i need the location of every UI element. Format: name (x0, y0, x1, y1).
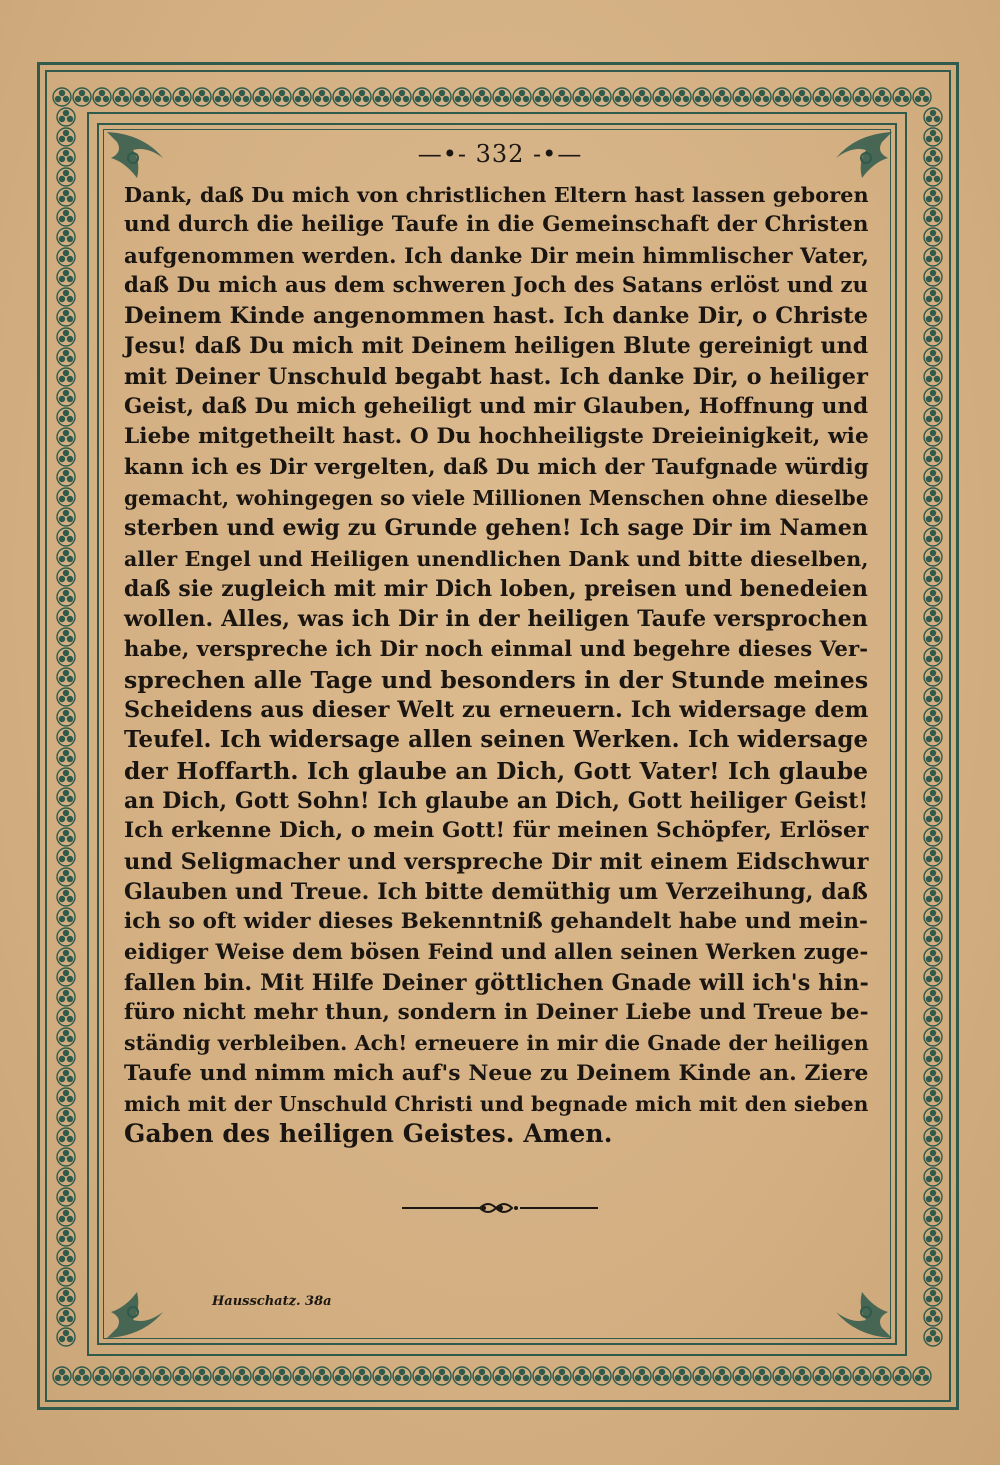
page-number (0, 140, 1000, 168)
printer-mark: Hausschatz. 38a (212, 1294, 332, 1309)
text-line: eidiger Weise dem bösen Feind und allen seinen Werken zuge- (124, 939, 869, 965)
text-line: Taufe und nimm mich auf's Neue zu Deinem Kinde an. Ziere (124, 1060, 869, 1086)
text-line: Teufel. Ich widersage allen seinen Werken. Ich widersage (124, 726, 869, 754)
text-line: Gaben des heiligen Geistes. Amen. (124, 1119, 613, 1149)
border-top-ornaments (53, 88, 931, 106)
text-line: gemacht, wohingegen so viele Millionen Menschen ohne dieselbe (124, 485, 869, 510)
border-bottom-ornaments (53, 1367, 931, 1385)
text-line: ich so oft wider dieses Bekenntniß gehandelt habe und mein- (124, 909, 869, 935)
text-line: wollen. Alles, was ich Dir in der heiligen Taufe versprochen (124, 606, 868, 633)
text-line: aller Engel und Heiligen unendlichen Dank und bitte dieselben, (124, 546, 869, 571)
fleuron-divider-icon (400, 1198, 600, 1218)
text-line: fallen bin. Mit Hilfe Deiner göttlichen Gnade will ich's hin- (124, 969, 869, 996)
page-number-decoration-right: -•— (533, 140, 583, 168)
corner-palmette-icon (103, 1272, 173, 1342)
page-number-decoration-left: —•- (417, 140, 467, 168)
text-line: habe, verspreche ich Dir noch einmal und begehre dieses Ver- (124, 636, 869, 662)
text-line: der Hoffarth. Ich glaube an Dich, Gott Vater! Ich glaube (124, 756, 869, 785)
text-line: Glauben und Treue. Ich bitte demüthig um Verzeihung, daß (124, 878, 868, 905)
text-line: Liebe mitgetheilt hast. O Du hochheiligste Dreieinigkeit, wie (124, 424, 869, 450)
text-line: kann ich es Dir vergelten, daß Du mich der Taufgnade würdig (124, 454, 869, 480)
corner-palmette-icon (826, 1272, 896, 1342)
text-line: ständig verbleiben. Ach! erneuere in mir die Gnade der heiligen (124, 1031, 869, 1056)
text-line: Dank, daß Du mich von christlichen Eltern hast lassen geboren (124, 183, 869, 207)
text-line: Deinem Kinde angenommen hast. Ich danke Dir, o Christe (124, 303, 869, 330)
text-line: Ich erkenne Dich, o mein Gott! für meinen Schöpfer, Erlöser (124, 818, 869, 844)
text-line: aufgenommen werden. Ich danke Dir mein himmlischer Vater, (124, 242, 870, 268)
text-line: mich mit der Unschuld Christi und begnade mich mit den sieben (124, 1091, 869, 1116)
text-line: daß Du mich aus dem schweren Joch des Satans erlöst und zu (124, 272, 869, 298)
text-line: sterben und ewig zu Grunde gehen! Ich sage Dir im Namen (124, 515, 869, 542)
text-line: sprechen alle Tage und besonders in der Stunde meines (124, 665, 869, 694)
text-line: Jesu! daß Du mich mit Deinem heiligen Blute gereinigt und (124, 333, 869, 360)
text-line: Geist, daß Du mich geheiligt und mir Glauben, Hoffnung und (124, 394, 869, 420)
page-number-value: 332 (475, 140, 525, 168)
text-line: an Dich, Gott Sohn! Ich glaube an Dich, Gott heiliger Geist! (124, 787, 869, 814)
text-line: und Seligmacher und verspreche Dir mit einem Eidschwur (124, 848, 869, 875)
text-line: Scheidens aus dieser Welt zu erneuern. Ich widersage dem (124, 697, 869, 724)
border-right-ornaments (924, 108, 942, 1346)
text-line: daß sie zugleich mit mir Dich loben, preisen und benedeien (124, 575, 868, 602)
text-line: füro nicht mehr thun, sondern in Deiner Liebe und Treue be- (124, 1000, 869, 1026)
text-line: mit Deiner Unschuld begabt hast. Ich danke Dir, o heiliger (124, 363, 868, 390)
prayer-text (124, 180, 868, 1150)
border-left-ornaments (57, 108, 75, 1346)
text-line: und durch die heilige Taufe in die Gemeinschaft der Christen (124, 212, 869, 238)
